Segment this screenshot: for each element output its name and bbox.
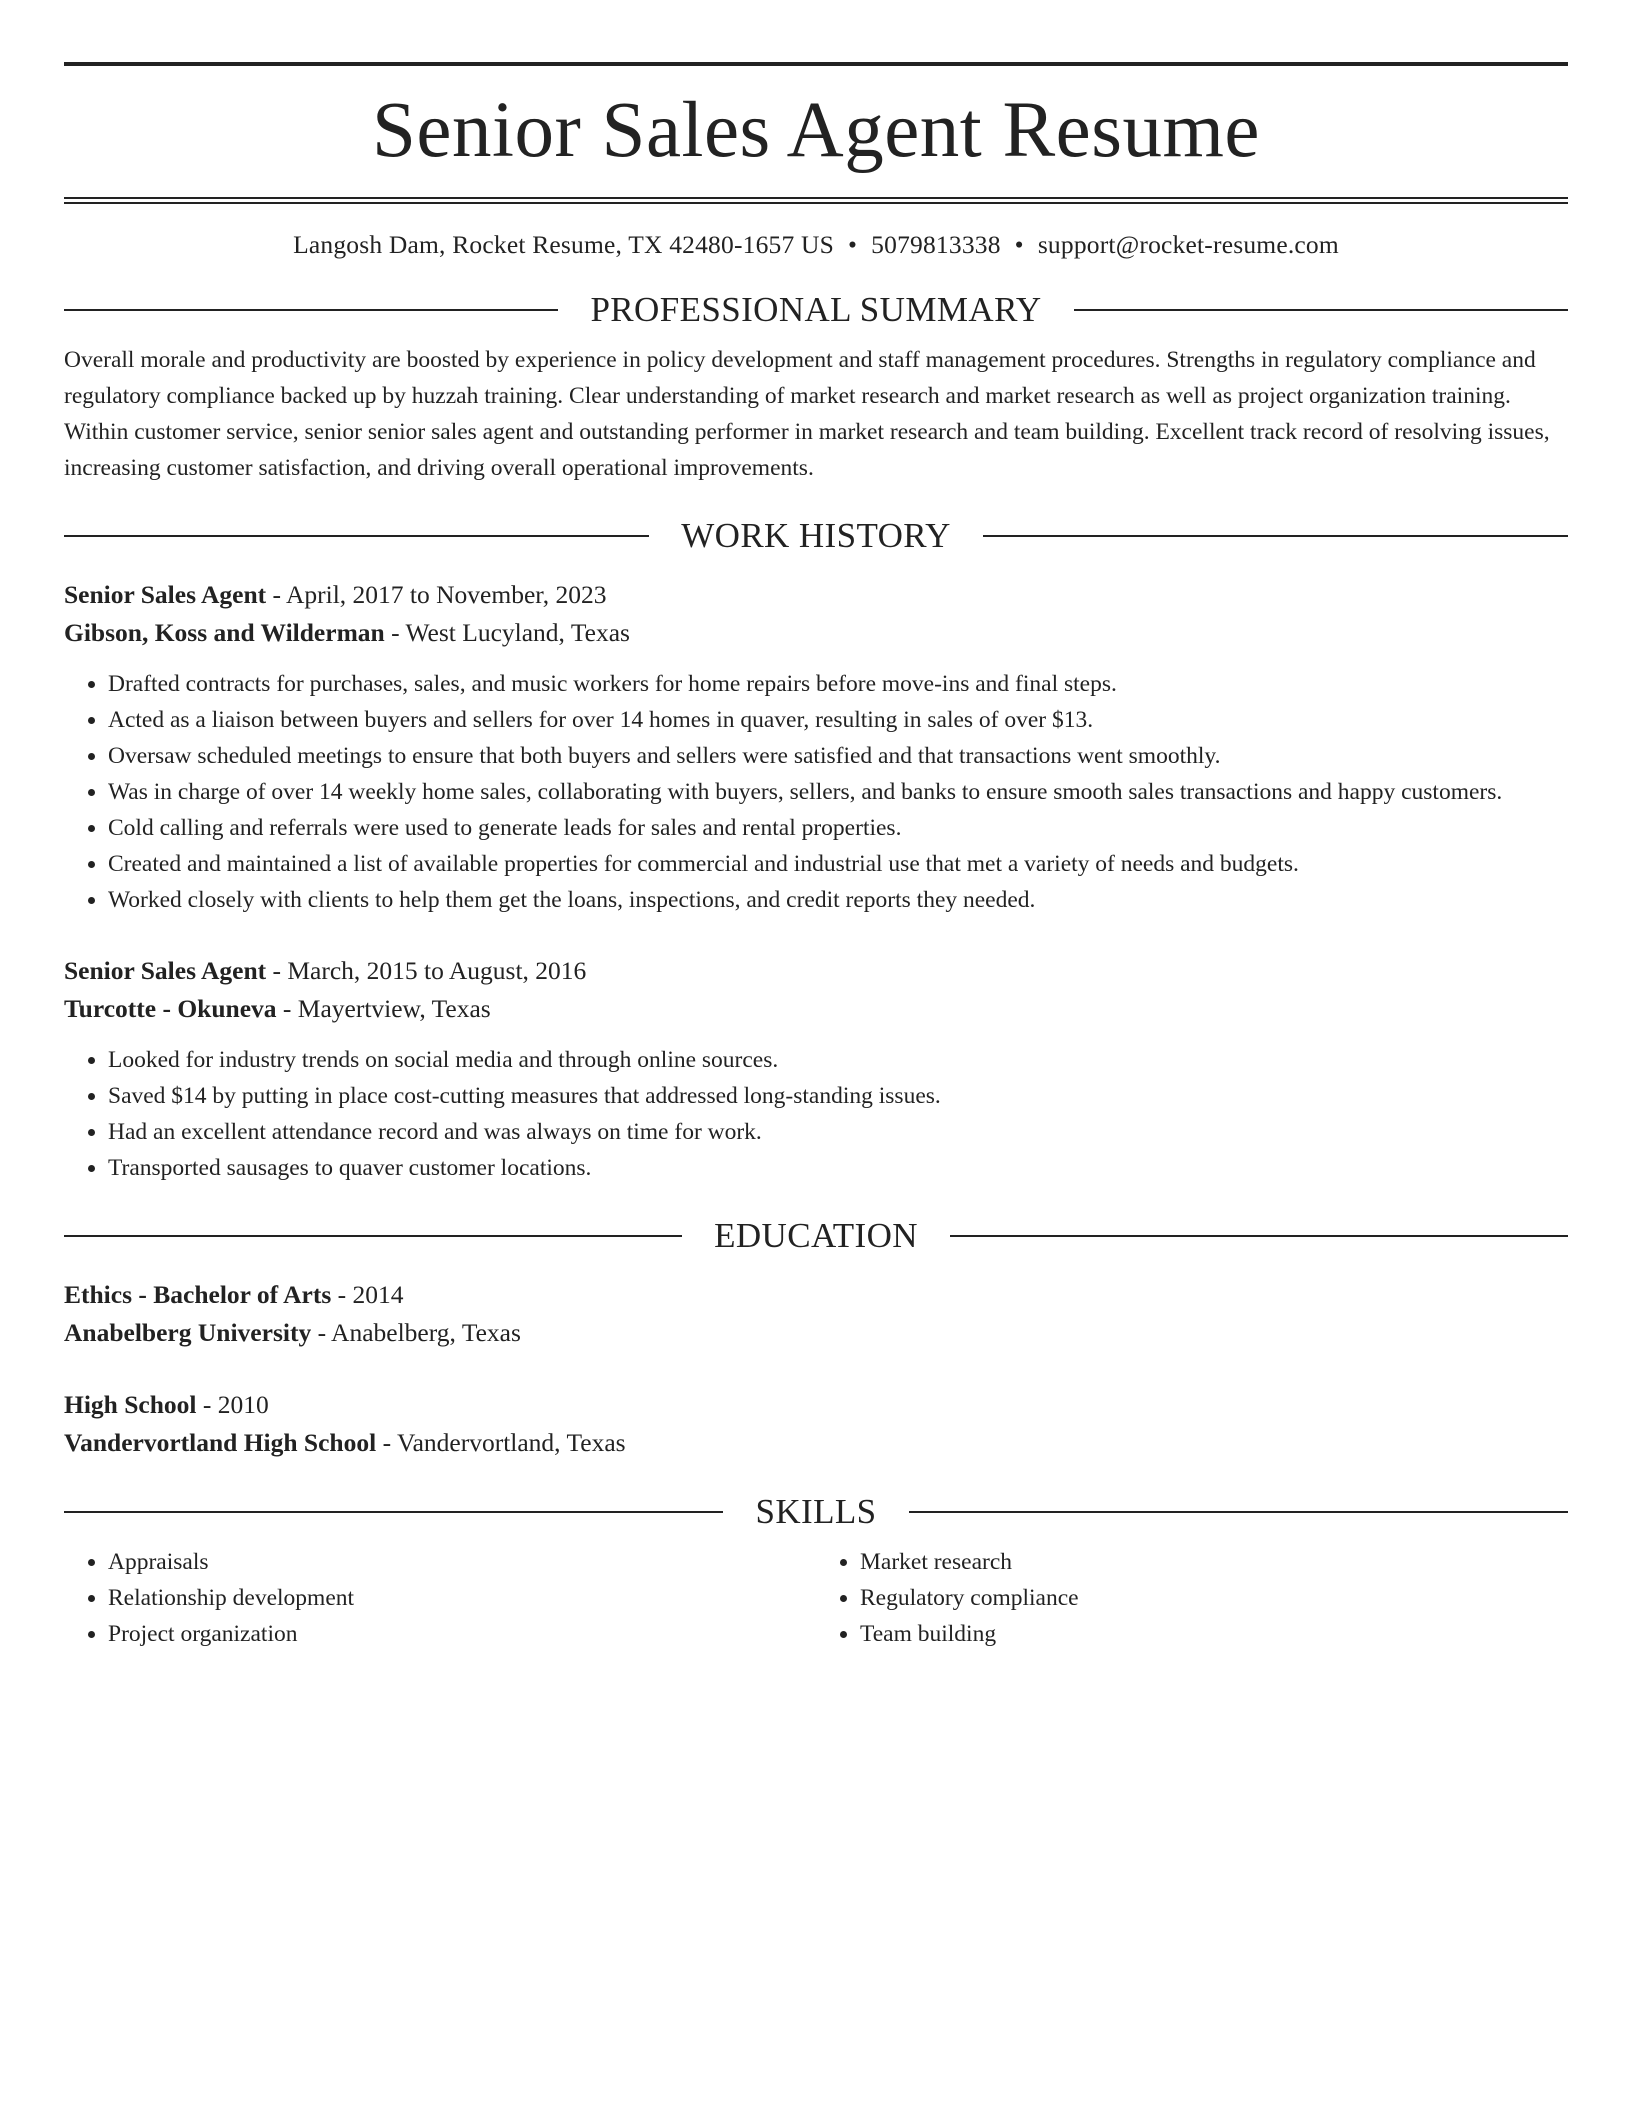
job-company: Turcotte - Okuneva: [64, 993, 277, 1023]
section-heading-work: [64, 516, 1568, 556]
job-title-line: [64, 576, 1568, 614]
job-bullets: [64, 666, 1568, 918]
job-company-line: [64, 990, 1568, 1028]
list-item: • Drafted contracts for purchases, sales, and music workers for home repairs before move-ins and final steps.: [108, 666, 1568, 702]
education-entry: [64, 1386, 1568, 1462]
job-company-line: [64, 614, 1568, 652]
job-entry: [64, 576, 1568, 918]
section-heading-summary: [64, 290, 1568, 330]
list-item: • Worked closely with clients to help them get the loans, inspections, and credit reports they needed.: [108, 882, 1568, 918]
list-item: • Cold calling and referrals were used to generate leads for sales and rental properties.: [108, 810, 1568, 846]
school-location: - Vandervortland, Texas: [376, 1427, 626, 1457]
contact-address: Langosh Dam, Rocket Resume, TX 42480-1657 US: [293, 229, 835, 259]
job-dates: - April, 2017 to November, 2023: [266, 579, 607, 609]
degree-line: [64, 1386, 1568, 1424]
degree: High School: [64, 1389, 197, 1419]
heading-rule-left: [64, 535, 649, 537]
job-location: - Mayertview, Texas: [276, 993, 491, 1023]
heading-rule-right: [950, 1235, 1568, 1237]
contact-email: support@rocket-resume.com: [1037, 229, 1339, 259]
contact-phone: 5079813338: [871, 229, 1001, 259]
title-block: [64, 62, 1568, 204]
contact-separator: •: [1014, 229, 1024, 259]
job-dates: - March, 2015 to August, 2016: [266, 955, 587, 985]
list-item: • Acted as a liaison between buyers and sellers for over 14 homes in quaver, resulting in sales of over $13.: [108, 702, 1568, 738]
list-item: • Created and maintained a list of available properties for commercial and industrial use that met a variety of needs and budgets.: [108, 846, 1568, 882]
job-entry: [64, 952, 1568, 1186]
degree-line: [64, 1276, 1568, 1314]
list-item: • Oversaw scheduled meetings to ensure that both buyers and sellers were satisfied and that transactions went smoothly.: [108, 738, 1568, 774]
school-line: [64, 1314, 1568, 1352]
summary-text: Overall morale and productivity are boosted by experience in policy development and staff management procedures. Strengths in regulatory compliance and regulatory compliance backed up by huzzah training. Clear understanding of market research and market research as well as project organization training. Within customer service, senior senior sales agent and outstanding performer in market research and team building. Excellent track record of resolving issues, increasing customer satisfaction, and driving overall operational improvements.: [64, 346, 1550, 481]
skill-item: • Market research: [860, 1544, 1568, 1580]
school-location: - Anabelberg, Texas: [311, 1317, 521, 1347]
degree-year: - 2010: [196, 1389, 269, 1419]
section-title: EDUCATION: [714, 1215, 918, 1255]
skill-item: • Team building: [860, 1616, 1568, 1652]
contact-separator: •: [848, 229, 858, 259]
skills-column-right: [816, 1544, 1568, 1652]
degree: Ethics - Bachelor of Arts: [64, 1279, 332, 1309]
skill-item: • Project organization: [108, 1616, 816, 1652]
school: Vandervortland High School: [64, 1427, 377, 1457]
resume-page: [64, 0, 1568, 1652]
skill-item: • Relationship development: [108, 1580, 816, 1616]
list-item: • Transported sausages to quaver customer locations.: [108, 1150, 1568, 1186]
heading-rule-left: [64, 309, 558, 311]
section-title: SKILLS: [755, 1491, 877, 1531]
job-title-line: [64, 952, 1568, 990]
list-item: • Saved $14 by putting in place cost-cutting measures that addressed long-standing issues.: [108, 1078, 1568, 1114]
section-title: PROFESSIONAL SUMMARY: [590, 289, 1042, 329]
list-item: • Was in charge of over 14 weekly home sales, collaborating with buyers, sellers, and banks to ensure smooth sales transactions and happy customers.: [108, 774, 1568, 810]
heading-rule-right: [1074, 309, 1568, 311]
heading-rule-right: [983, 535, 1568, 537]
heading-rule-right: [909, 1511, 1568, 1513]
list-item: • Looked for industry trends on social media and through online sources.: [108, 1042, 1568, 1078]
resume-title: Senior Sales Agent Resume: [372, 87, 1260, 174]
skill-item: • Appraisals: [108, 1544, 816, 1580]
heading-rule-left: [64, 1511, 723, 1513]
skill-item: • Regulatory compliance: [860, 1580, 1568, 1616]
job-title: Senior Sales Agent: [64, 955, 267, 985]
job-company: Gibson, Koss and Wilderman: [64, 617, 385, 647]
list-item: • Had an excellent attendance record and was always on time for work.: [108, 1114, 1568, 1150]
contact-line: [64, 230, 1568, 260]
education-entry: [64, 1276, 1568, 1352]
skills-list: [64, 1544, 1568, 1652]
school: Anabelberg University: [64, 1317, 312, 1347]
section-heading-skills: [64, 1492, 1568, 1532]
heading-rule-left: [64, 1235, 682, 1237]
school-line: [64, 1424, 1568, 1462]
job-location: - West Lucyland, Texas: [384, 617, 630, 647]
section-title: WORK HISTORY: [681, 515, 951, 555]
job-bullets: [64, 1042, 1568, 1186]
job-title: Senior Sales Agent: [64, 579, 267, 609]
section-heading-education: [64, 1216, 1568, 1256]
degree-year: - 2014: [331, 1279, 404, 1309]
skills-column-left: [64, 1544, 816, 1652]
